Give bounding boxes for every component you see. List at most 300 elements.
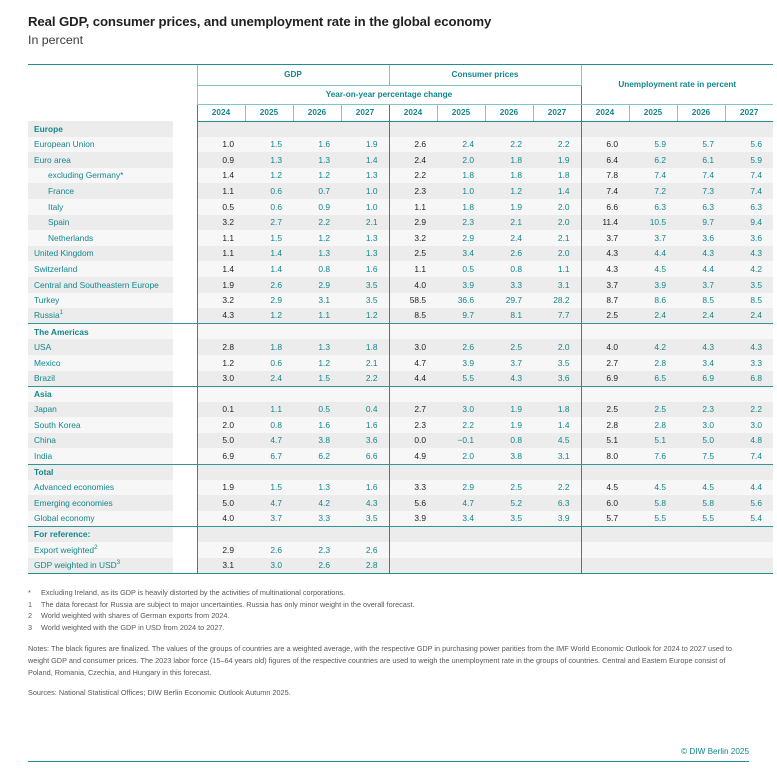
- table-group-row: [28, 464, 773, 480]
- table-row: [28, 417, 773, 433]
- cell-cpi-2027: 2.0: [533, 246, 581, 262]
- cell-cpi-2025: [437, 558, 485, 574]
- cell-cpi-2024: 2.7: [389, 402, 437, 418]
- cell-unemployment-2025: [629, 526, 677, 542]
- cell-cpi-2024: 3.9: [389, 511, 437, 527]
- cell-cpi-2026: 0.8: [485, 261, 533, 277]
- title-block: [28, 0, 749, 48]
- cell-gdp-2026: [293, 386, 341, 402]
- cell-unemployment-2024: 6.9: [581, 371, 629, 387]
- cell-cpi-2025: 2.4: [437, 137, 485, 153]
- row-label: Asia: [28, 386, 173, 402]
- cell-cpi-2024: 1.1: [389, 261, 437, 277]
- cell-cpi-2025: 2.0: [437, 448, 485, 464]
- cell-gdp-2026: 6.2: [293, 448, 341, 464]
- cell-unemployment-2024: 5.7: [581, 511, 629, 527]
- table-group-row: [28, 386, 773, 402]
- cell-gdp-2025: 4.7: [245, 433, 293, 449]
- cell-cpi-2027: [533, 121, 581, 137]
- cell-unemployment-2024: [581, 558, 629, 574]
- row-label: Total: [28, 464, 173, 480]
- cell-cpi-2024: 2.3: [389, 183, 437, 199]
- cell-cpi-2026: 2.2: [485, 137, 533, 153]
- cell-gdp-2027: 1.4: [341, 152, 389, 168]
- cell-unemployment-2024: [581, 542, 629, 558]
- row-label: Brazil: [28, 371, 173, 387]
- cell-unemployment-2024: 2.5: [581, 308, 629, 324]
- table-row: [28, 371, 773, 387]
- spacer-cell: [173, 308, 197, 324]
- cell-gdp-2027: 3.5: [341, 511, 389, 527]
- cell-cpi-2024: 5.6: [389, 495, 437, 511]
- cell-cpi-2025: [437, 386, 485, 402]
- cell-unemployment-2024: [581, 386, 629, 402]
- cell-unemployment-2024: 4.5: [581, 480, 629, 496]
- cell-cpi-2025: 5.5: [437, 371, 485, 387]
- cell-cpi-2027: [533, 324, 581, 340]
- cell-gdp-2026: 1.3: [293, 339, 341, 355]
- page-title: Real GDP, consumer prices, and unemployment rate in the global economy: [28, 14, 492, 29]
- cell-unemployment-2025: 8.6: [629, 293, 677, 309]
- cell-gdp-2025: 1.1: [245, 402, 293, 418]
- cell-cpi-2024: [389, 542, 437, 558]
- cell-cpi-2026: 2.5: [485, 480, 533, 496]
- cell-gdp-2024: [197, 386, 245, 402]
- footnote-text: World weighted with shares of German exports from 2024.: [41, 611, 230, 621]
- spacer-cell: [173, 121, 197, 137]
- cell-gdp-2026: 1.3: [293, 480, 341, 496]
- cell-cpi-2026: 2.5: [485, 339, 533, 355]
- cell-gdp-2027: 3.6: [341, 433, 389, 449]
- cell-cpi-2026: [485, 542, 533, 558]
- spacer-cell: [173, 183, 197, 199]
- cell-gdp-2024: 5.0: [197, 495, 245, 511]
- spacer-cell: [173, 526, 197, 542]
- cell-unemployment-2026: 2.3: [677, 402, 725, 418]
- cell-cpi-2024: 2.4: [389, 152, 437, 168]
- cell-cpi-2027: 3.9: [533, 511, 581, 527]
- spacer-cell: [173, 277, 197, 293]
- cell-unemployment-2026: 3.7: [677, 277, 725, 293]
- cell-cpi-2026: 2.1: [485, 215, 533, 231]
- cell-gdp-2024: 2.9: [197, 542, 245, 558]
- cell-unemployment-2024: 7.8: [581, 168, 629, 184]
- cell-unemployment-2026: [677, 558, 725, 574]
- footnote-mark: 1: [28, 599, 33, 609]
- spacer-cell: [173, 433, 197, 449]
- cell-cpi-2024: 3.2: [389, 230, 437, 246]
- row-label: Europe: [28, 121, 173, 137]
- cell-gdp-2026: 0.5: [293, 402, 341, 418]
- header-year-unemp-2025: 2025: [629, 104, 677, 121]
- cell-unemployment-2025: 7.6: [629, 448, 677, 464]
- cell-cpi-2027: 1.9: [533, 152, 581, 168]
- spacer-cell: [173, 386, 197, 402]
- cell-cpi-2027: 2.0: [533, 215, 581, 231]
- cell-unemployment-2026: [677, 542, 725, 558]
- cell-cpi-2025: 3.4: [437, 246, 485, 262]
- cell-cpi-2025: 2.2: [437, 417, 485, 433]
- cell-unemployment-2026: 4.5: [677, 480, 725, 496]
- cell-unemployment-2027: 7.4: [725, 448, 773, 464]
- header-year-gdp-2025: 2025: [245, 104, 293, 121]
- header-year-unemp-2027: 2027: [725, 104, 773, 121]
- spacer-cell: [173, 464, 197, 480]
- table-row: [28, 558, 773, 574]
- cell-gdp-2027: 1.6: [341, 480, 389, 496]
- cell-cpi-2024: 2.6: [389, 137, 437, 153]
- cell-cpi-2025: [437, 464, 485, 480]
- cell-gdp-2026: 3.8: [293, 433, 341, 449]
- cell-cpi-2025: 9.7: [437, 308, 485, 324]
- cell-gdp-2027: 1.9: [341, 137, 389, 153]
- cell-unemployment-2026: [677, 121, 725, 137]
- cell-unemployment-2025: [629, 558, 677, 574]
- cell-unemployment-2025: 2.8: [629, 355, 677, 371]
- cell-cpi-2027: 6.3: [533, 495, 581, 511]
- cell-gdp-2024: 4.0: [197, 511, 245, 527]
- cell-cpi-2024: [389, 526, 437, 542]
- cell-gdp-2026: 4.2: [293, 495, 341, 511]
- page-subtitle: In percent: [28, 32, 84, 47]
- cell-unemployment-2025: [629, 324, 677, 340]
- cell-unemployment-2026: 7.3: [677, 183, 725, 199]
- cell-unemployment-2027: 3.5: [725, 277, 773, 293]
- cell-gdp-2025: 1.4: [245, 261, 293, 277]
- spacer-cell: [173, 261, 197, 277]
- cell-gdp-2027: 1.6: [341, 261, 389, 277]
- cell-unemployment-2027: 8.5: [725, 293, 773, 309]
- cell-unemployment-2025: 5.5: [629, 511, 677, 527]
- cell-cpi-2025: [437, 121, 485, 137]
- cell-gdp-2026: [293, 464, 341, 480]
- row-label: The Americas: [28, 324, 173, 340]
- cell-unemployment-2027: 7.4: [725, 183, 773, 199]
- cell-unemployment-2024: 2.5: [581, 402, 629, 418]
- cell-cpi-2027: 28.2: [533, 293, 581, 309]
- cell-cpi-2024: 4.0: [389, 277, 437, 293]
- row-label: Advanced economies: [28, 480, 173, 496]
- footnote-list: [28, 587, 749, 634]
- cell-unemployment-2024: 2.7: [581, 355, 629, 371]
- footnote-text: World weighted with the GDP in USD from 2024 to 2027.: [41, 623, 225, 633]
- cell-unemployment-2026: 6.1: [677, 152, 725, 168]
- cell-gdp-2027: 1.3: [341, 168, 389, 184]
- spacer-cell: [173, 511, 197, 527]
- cell-gdp-2024: 3.1: [197, 558, 245, 574]
- cell-cpi-2027: 2.2: [533, 480, 581, 496]
- footer-divider: [28, 761, 749, 762]
- cell-gdp-2024: [197, 121, 245, 137]
- row-label: GDP weighted in USD$^3$: [28, 558, 173, 574]
- cell-gdp-2027: [341, 121, 389, 137]
- cell-gdp-2026: 1.2: [293, 230, 341, 246]
- row-label: China: [28, 433, 173, 449]
- cell-unemployment-2025: [629, 464, 677, 480]
- cell-unemployment-2025: 7.2: [629, 183, 677, 199]
- footnote-item: [28, 587, 749, 599]
- page-footer: [28, 747, 749, 762]
- cell-unemployment-2024: [581, 464, 629, 480]
- cell-cpi-2024: [389, 464, 437, 480]
- row-label: For reference:: [28, 526, 173, 542]
- cell-gdp-2025: [245, 386, 293, 402]
- cell-gdp-2027: 4.3: [341, 495, 389, 511]
- spacer-cell: [173, 542, 197, 558]
- cell-cpi-2026: 2.6: [485, 246, 533, 262]
- cell-unemployment-2026: [677, 386, 725, 402]
- cell-unemployment-2024: 4.3: [581, 261, 629, 277]
- footnote-text: The data forecast for Russia are subject to major uncertainties. Russia has only minor weight in the overall forecast.: [41, 599, 415, 609]
- cell-gdp-2027: 3.5: [341, 293, 389, 309]
- cell-unemployment-2026: 6.3: [677, 199, 725, 215]
- table-row: [28, 277, 773, 293]
- cell-gdp-2025: 1.3: [245, 152, 293, 168]
- cell-gdp-2024: 3.2: [197, 215, 245, 231]
- footnote-mark: *: [28, 587, 31, 597]
- cell-gdp-2026: 1.6: [293, 137, 341, 153]
- spacer-cell: [173, 558, 197, 574]
- cell-unemployment-2026: 7.4: [677, 168, 725, 184]
- cell-gdp-2025: 2.6: [245, 542, 293, 558]
- cell-gdp-2026: 0.9: [293, 199, 341, 215]
- cell-gdp-2026: 2.6: [293, 558, 341, 574]
- cell-unemployment-2025: 4.2: [629, 339, 677, 355]
- cell-cpi-2024: 4.9: [389, 448, 437, 464]
- cell-unemployment-2026: [677, 464, 725, 480]
- cell-unemployment-2024: [581, 324, 629, 340]
- cell-gdp-2025: 6.7: [245, 448, 293, 464]
- cell-cpi-2024: [389, 121, 437, 137]
- cell-gdp-2024: 1.1: [197, 183, 245, 199]
- table-row: [28, 511, 773, 527]
- cell-cpi-2026: 2.4: [485, 230, 533, 246]
- cell-gdp-2024: 1.2: [197, 355, 245, 371]
- cell-gdp-2025: 1.8: [245, 339, 293, 355]
- table-row: [28, 433, 773, 449]
- cell-cpi-2024: 58.5: [389, 293, 437, 309]
- cell-gdp-2025: [245, 526, 293, 542]
- cell-unemployment-2027: 2.4: [725, 308, 773, 324]
- cell-unemployment-2026: 5.8: [677, 495, 725, 511]
- cell-gdp-2027: 1.0: [341, 199, 389, 215]
- data-table-container: [28, 64, 762, 574]
- cell-cpi-2027: 2.0: [533, 199, 581, 215]
- spacer-cell: [173, 199, 197, 215]
- cell-cpi-2025: 2.3: [437, 215, 485, 231]
- row-label: South Korea: [28, 417, 173, 433]
- cell-cpi-2026: 4.3: [485, 371, 533, 387]
- cell-unemployment-2026: 2.4: [677, 308, 725, 324]
- cell-unemployment-2027: 2.2: [725, 402, 773, 418]
- cell-unemployment-2027: 4.3: [725, 246, 773, 262]
- cell-unemployment-2026: 7.5: [677, 448, 725, 464]
- cell-unemployment-2027: 9.4: [725, 215, 773, 231]
- spacer-cell: [173, 402, 197, 418]
- cell-gdp-2024: 1.4: [197, 261, 245, 277]
- cell-cpi-2025: 2.9: [437, 230, 485, 246]
- spacer-cell: [173, 448, 197, 464]
- cell-unemployment-2027: 3.3: [725, 355, 773, 371]
- cell-unemployment-2024: 4.3: [581, 246, 629, 262]
- row-label: Russia$^1$: [28, 308, 173, 324]
- row-label: France: [28, 183, 173, 199]
- cell-unemployment-2025: 10.5: [629, 215, 677, 231]
- cell-gdp-2024: 1.9: [197, 480, 245, 496]
- cell-unemployment-2025: 2.8: [629, 417, 677, 433]
- cell-unemployment-2025: 4.4: [629, 246, 677, 262]
- cell-unemployment-2025: 3.7: [629, 230, 677, 246]
- spacer-cell: [173, 230, 197, 246]
- cell-unemployment-2024: 6.6: [581, 199, 629, 215]
- cell-gdp-2025: 1.4: [245, 246, 293, 262]
- cell-gdp-2024: [197, 526, 245, 542]
- cell-cpi-2027: [533, 558, 581, 574]
- cell-gdp-2025: 0.6: [245, 183, 293, 199]
- cell-unemployment-2024: [581, 121, 629, 137]
- cell-gdp-2024: 3.2: [197, 293, 245, 309]
- footnote-marker: 2: [94, 544, 98, 551]
- header-year-cpi-2024: 2024: [389, 104, 437, 121]
- cell-gdp-2025: 3.7: [245, 511, 293, 527]
- table-row: [28, 402, 773, 418]
- cell-cpi-2025: 2.9: [437, 480, 485, 496]
- cell-cpi-2027: [533, 386, 581, 402]
- cell-unemployment-2027: 5.4: [725, 511, 773, 527]
- cell-cpi-2026: [485, 386, 533, 402]
- cell-unemployment-2026: [677, 526, 725, 542]
- cell-unemployment-2024: 6.4: [581, 152, 629, 168]
- cell-unemployment-2027: 7.4: [725, 168, 773, 184]
- cell-unemployment-2026: 5.7: [677, 137, 725, 153]
- header-year-cpi-2026: 2026: [485, 104, 533, 121]
- cell-gdp-2027: 2.1: [341, 215, 389, 231]
- cell-unemployment-2027: [725, 526, 773, 542]
- cell-unemployment-2025: 5.8: [629, 495, 677, 511]
- cell-unemployment-2024: 2.8: [581, 417, 629, 433]
- cell-cpi-2025: 4.7: [437, 495, 485, 511]
- cell-cpi-2027: 3.1: [533, 277, 581, 293]
- cell-cpi-2026: 1.9: [485, 402, 533, 418]
- cell-cpi-2024: 1.1: [389, 199, 437, 215]
- table-row: [28, 495, 773, 511]
- cell-gdp-2024: 2.0: [197, 417, 245, 433]
- cell-gdp-2026: 1.3: [293, 152, 341, 168]
- table-header: [28, 65, 773, 122]
- cell-unemployment-2027: [725, 121, 773, 137]
- cell-cpi-2026: [485, 121, 533, 137]
- cell-gdp-2026: 2.9: [293, 277, 341, 293]
- cell-gdp-2027: 2.2: [341, 371, 389, 387]
- cell-unemployment-2027: 4.4: [725, 480, 773, 496]
- cell-cpi-2025: 1.8: [437, 199, 485, 215]
- cell-unemployment-2024: 7.4: [581, 183, 629, 199]
- cell-unemployment-2027: [725, 324, 773, 340]
- cell-unemployment-2025: 3.9: [629, 277, 677, 293]
- cell-unemployment-2025: 5.9: [629, 137, 677, 153]
- header-year-gdp-2024: 2024: [197, 104, 245, 121]
- cell-gdp-2025: 1.5: [245, 230, 293, 246]
- table-row: [28, 480, 773, 496]
- cell-unemployment-2024: 3.7: [581, 230, 629, 246]
- cell-cpi-2025: −0.1: [437, 433, 485, 449]
- cell-gdp-2024: 1.0: [197, 137, 245, 153]
- cell-unemployment-2026: 4.3: [677, 339, 725, 355]
- cell-cpi-2024: 2.9: [389, 215, 437, 231]
- cell-unemployment-2025: 6.2: [629, 152, 677, 168]
- cell-cpi-2026: 3.7: [485, 355, 533, 371]
- cell-gdp-2025: 2.7: [245, 215, 293, 231]
- cell-unemployment-2025: 2.5: [629, 402, 677, 418]
- sources-paragraph: Sources: National Statistical Offices; DIW Berlin Economic Outlook Autumn 2025.: [28, 688, 291, 698]
- cell-gdp-2027: [341, 526, 389, 542]
- cell-cpi-2024: [389, 324, 437, 340]
- cell-unemployment-2025: 5.1: [629, 433, 677, 449]
- cell-gdp-2026: 1.2: [293, 168, 341, 184]
- cell-cpi-2025: 2.6: [437, 339, 485, 355]
- cell-unemployment-2026: 3.6: [677, 230, 725, 246]
- cell-gdp-2026: [293, 121, 341, 137]
- cell-cpi-2027: 1.8: [533, 168, 581, 184]
- cell-gdp-2027: [341, 324, 389, 340]
- spacer-cell: [173, 246, 197, 262]
- cell-gdp-2025: 1.5: [245, 137, 293, 153]
- cell-gdp-2025: 2.6: [245, 277, 293, 293]
- cell-unemployment-2024: [581, 526, 629, 542]
- cell-unemployment-2027: [725, 558, 773, 574]
- cell-cpi-2026: 1.9: [485, 417, 533, 433]
- cell-unemployment-2027: [725, 464, 773, 480]
- cell-cpi-2024: 2.5: [389, 246, 437, 262]
- cell-gdp-2027: 3.5: [341, 277, 389, 293]
- cell-cpi-2025: 36.6: [437, 293, 485, 309]
- row-label: Switzerland: [28, 261, 173, 277]
- cell-cpi-2026: 5.2: [485, 495, 533, 511]
- cell-gdp-2024: 5.0: [197, 433, 245, 449]
- cell-cpi-2024: 3.0: [389, 339, 437, 355]
- cell-unemployment-2025: [629, 542, 677, 558]
- header-year-unemp-2024: 2024: [581, 104, 629, 121]
- cell-cpi-2026: [485, 558, 533, 574]
- notes-paragraph: Notes: The black figures are finalized. The values of the groups of countries are a weighted average, with the respective GDP in purchasing power parities from the IMF World Economic Outlook for 2024 to 2027 used to weight GDP and consumer prices. The 2023 labor force (15–64 years old) figures of the respective countries are used to weigh the unemployment rate in the groups of countries. Central and Eastern Europe consist of Poland, Romania, Czechia, and Hungary in this forecast.: [28, 643, 732, 677]
- footnote-item: [28, 599, 749, 611]
- cell-unemployment-2027: 4.2: [725, 261, 773, 277]
- cell-gdp-2025: 0.6: [245, 355, 293, 371]
- header-year-row: [28, 104, 773, 121]
- cell-gdp-2027: 1.6: [341, 417, 389, 433]
- row-label: Euro area: [28, 152, 173, 168]
- cell-unemployment-2026: 5.0: [677, 433, 725, 449]
- cell-cpi-2026: [485, 324, 533, 340]
- header-year-cpi-2025: 2025: [437, 104, 485, 121]
- cell-gdp-2027: 1.2: [341, 308, 389, 324]
- cell-cpi-2026: 0.8: [485, 433, 533, 449]
- cell-unemployment-2026: [677, 324, 725, 340]
- cell-cpi-2026: 1.2: [485, 183, 533, 199]
- cell-cpi-2025: 2.0: [437, 152, 485, 168]
- spacer-cell: [173, 355, 197, 371]
- footnotes-block: [28, 587, 749, 700]
- cell-gdp-2024: [197, 324, 245, 340]
- row-label: Global economy: [28, 511, 173, 527]
- spacer-cell: [173, 215, 197, 231]
- cell-cpi-2026: 3.3: [485, 277, 533, 293]
- cell-cpi-2027: 2.1: [533, 230, 581, 246]
- cell-cpi-2024: 4.7: [389, 355, 437, 371]
- cell-cpi-2026: 1.8: [485, 168, 533, 184]
- cell-gdp-2024: 0.9: [197, 152, 245, 168]
- header-yoy-change: Year-on-year percentage change: [197, 85, 581, 104]
